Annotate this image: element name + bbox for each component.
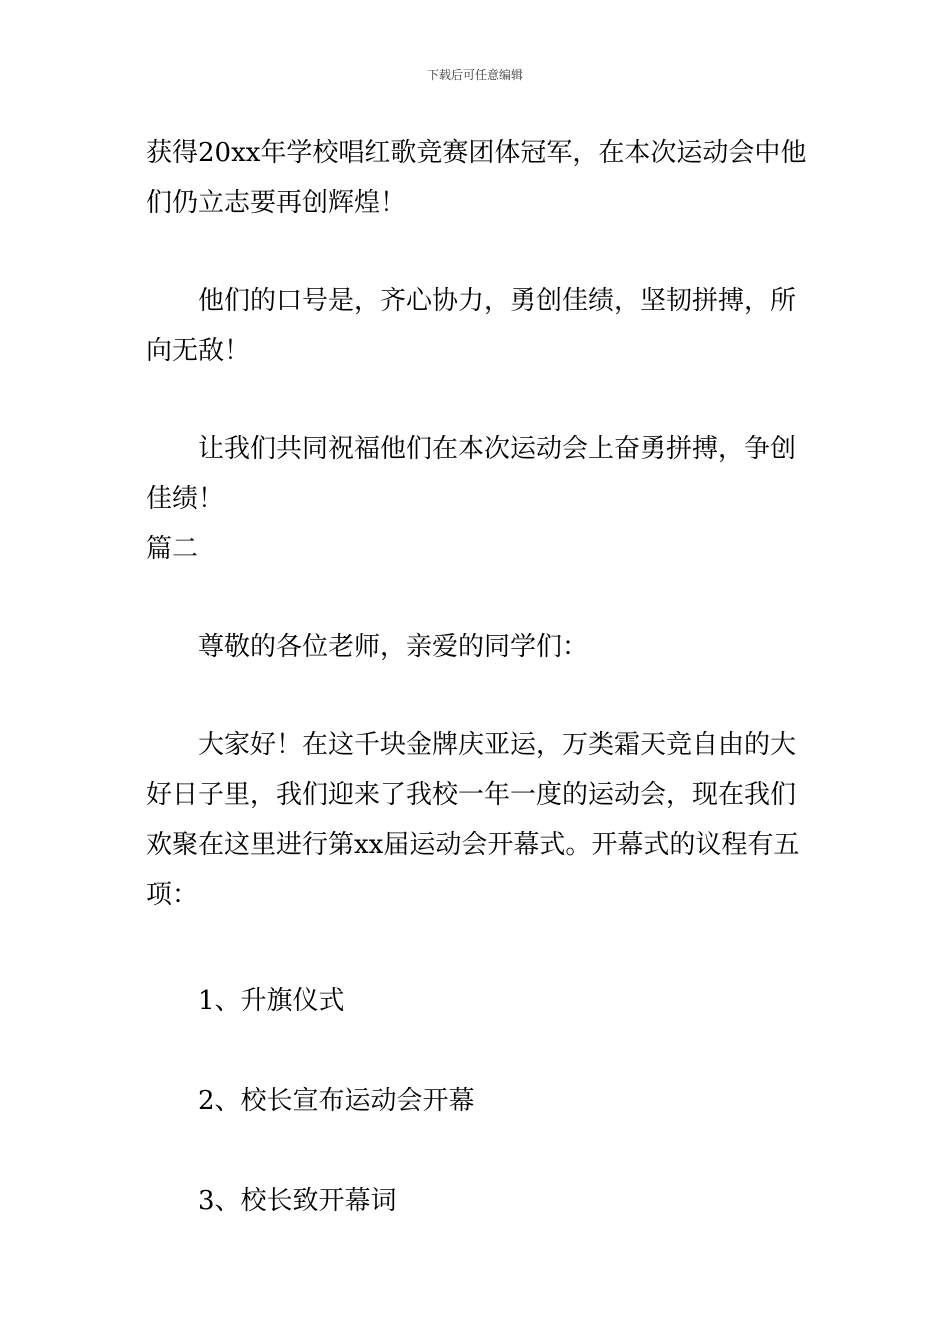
document-body	[146, 128, 810, 1226]
paragraph-opening: 大家好！在这千块金牌庆亚运，万类霜天竞自由的大好日子里，我们迎来了我校一年一度的运动会，现在我们欢聚在这里进行第xx届运动会开幕式。开幕式的议程有五项：	[146, 730, 800, 910]
header-note: 下载后可任意编辑	[426, 68, 523, 82]
paragraph-blessing: 让我们共同祝福他们在本次运动会上奋勇拼搏，争创佳绩！	[146, 434, 797, 514]
section-title: 篇二	[146, 534, 199, 564]
paragraph-slogan: 他们的口号是，齐心协力，勇创佳绩，坚韧拼搏，所向无敌！	[146, 286, 797, 366]
paragraph-1: 获得20xx年学校唱红歌竞赛团体冠军，在本次运动会中他们仍立志要再创辉煌！	[146, 138, 807, 218]
agenda-item: 2、校长宣布运动会开幕	[198, 1086, 475, 1116]
agenda-item: 1、升旗仪式	[198, 986, 345, 1016]
greeting: 尊敬的各位老师，亲爱的同学们：	[198, 632, 589, 662]
agenda-item: 3、校长致开幕词	[198, 1186, 397, 1216]
